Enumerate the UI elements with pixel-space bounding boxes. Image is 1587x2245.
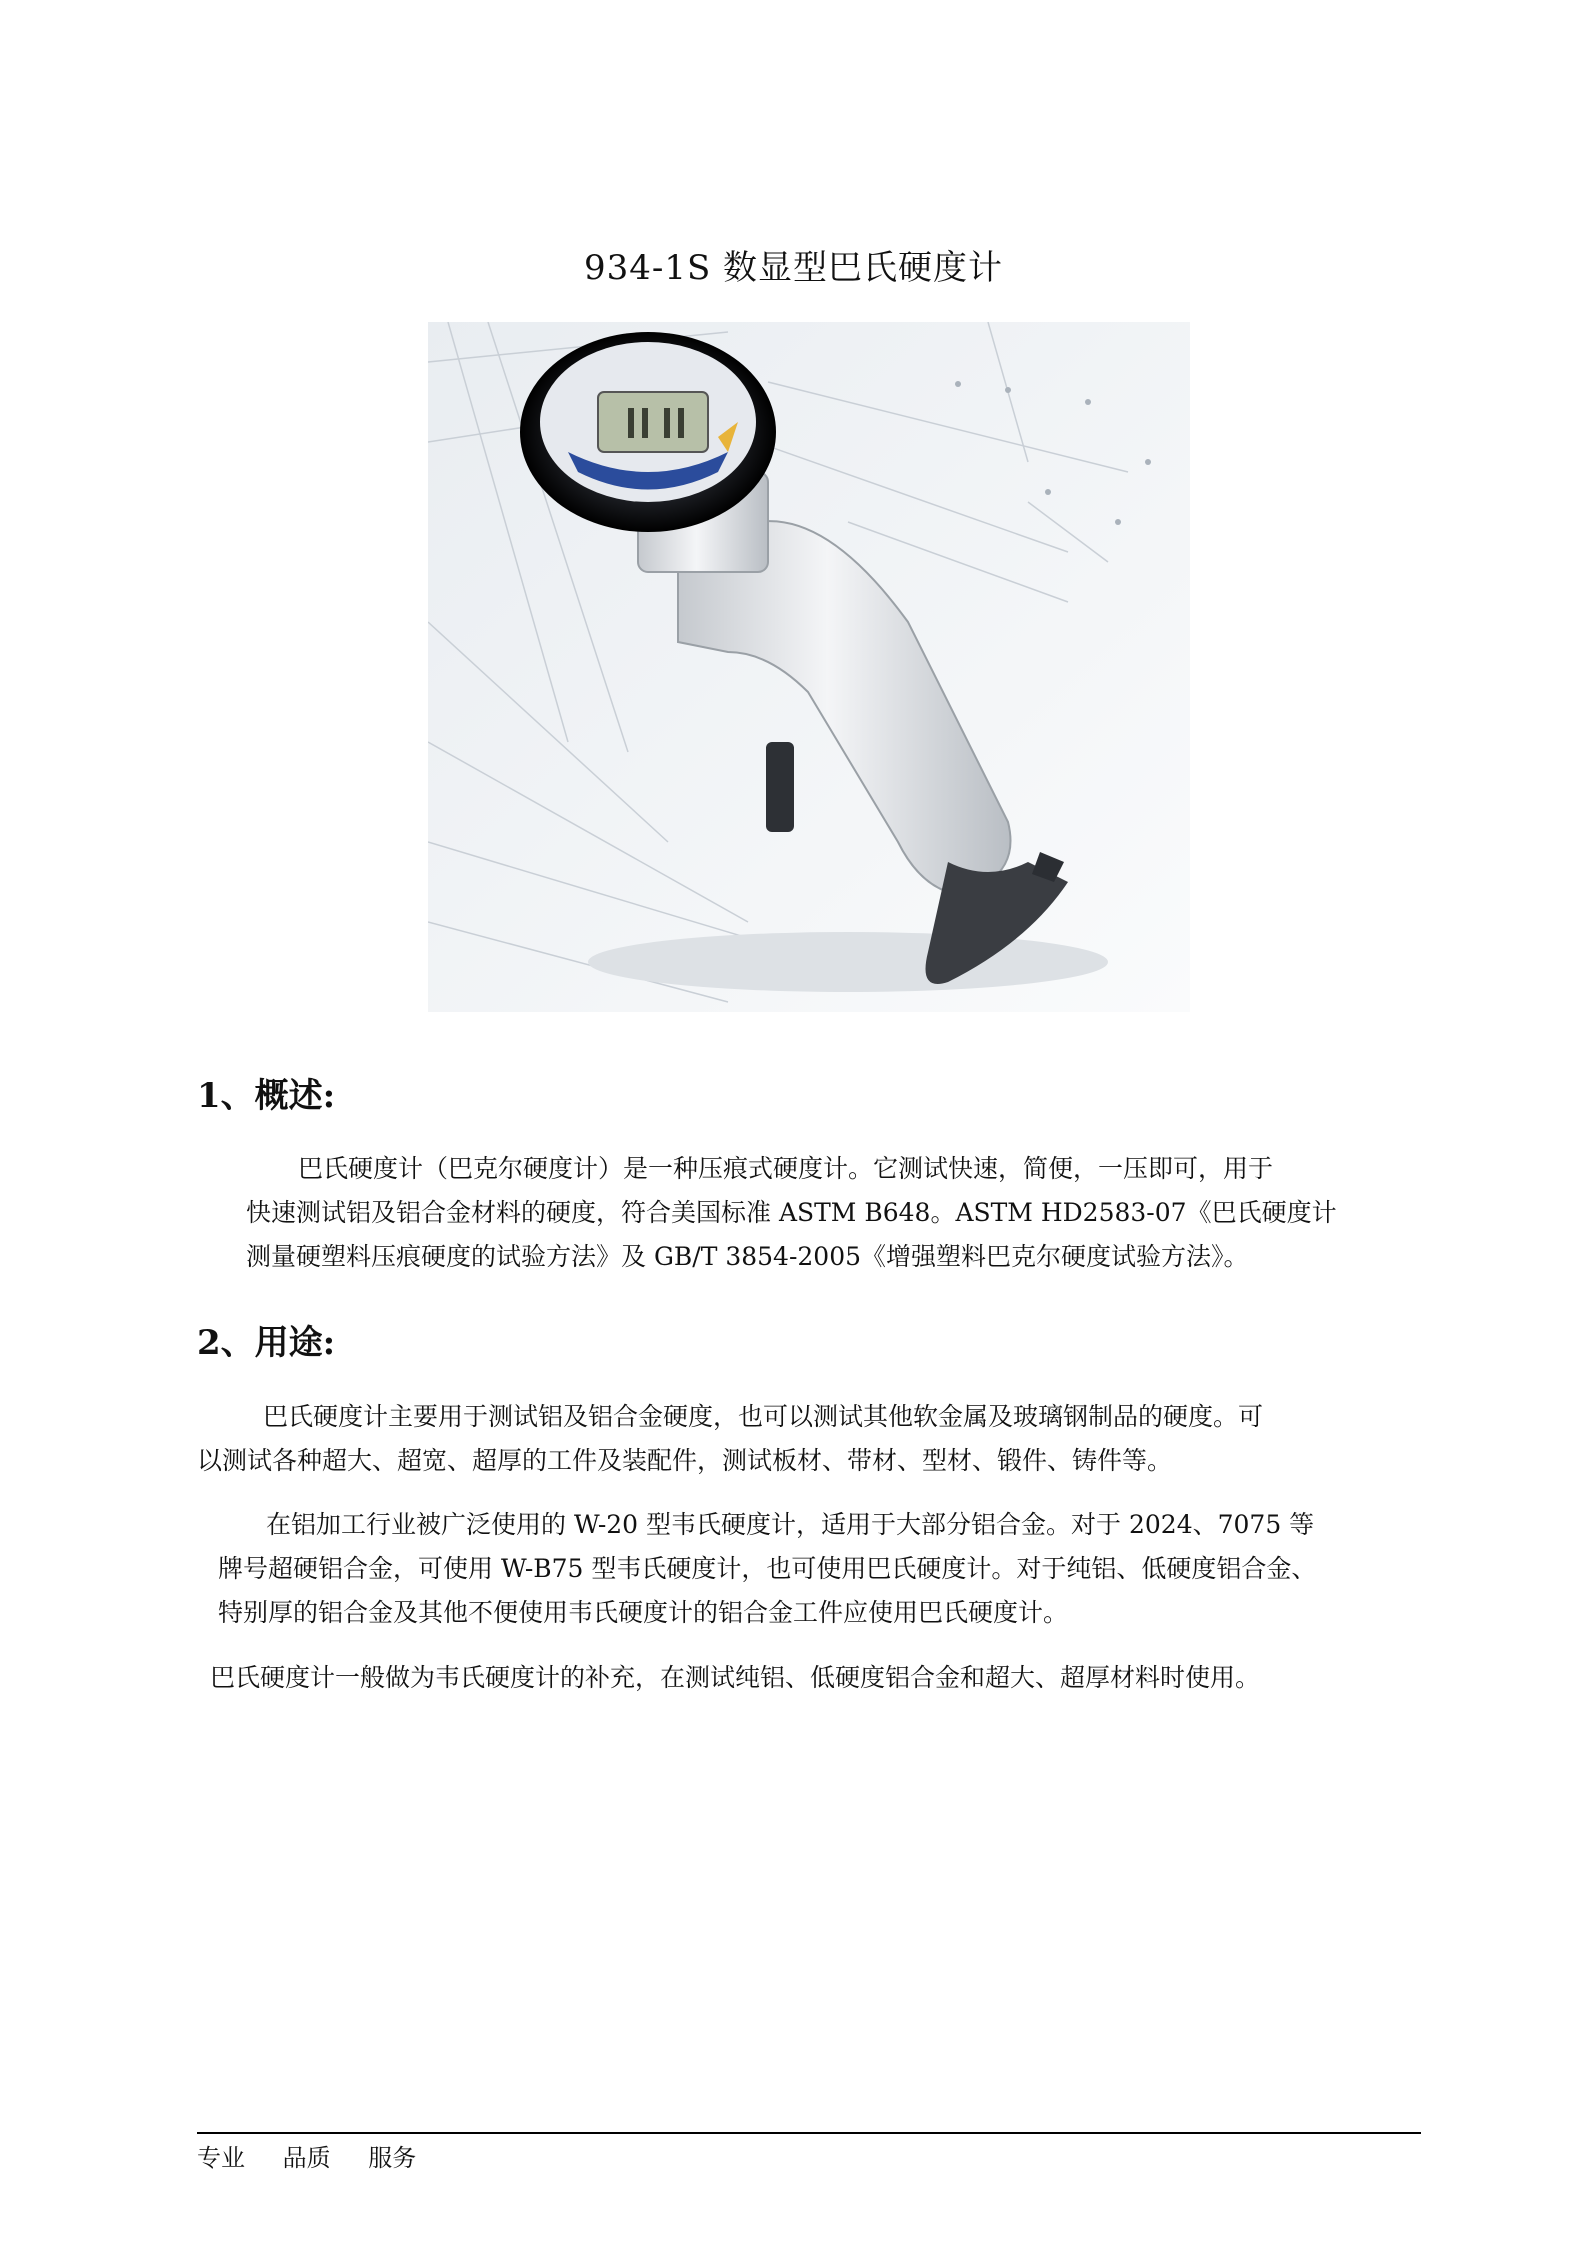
paragraph-line: 巴氏硬度计（巴克尔硬度计）是一种压痕式硬度计。它测试快速，简便，一压即可，用于 <box>298 1154 1274 1183</box>
paragraph-line: 以测试各种超大、超宽、超厚的工件及装配件，测试板材、带材、型材、锻件、铸件等。 <box>197 1446 1173 1475</box>
paragraph-line: 快速测试铝及铝合金材料的硬度，符合美国标准 ASTM B648。ASTM HD2583-07《巴氏硬度计 <box>246 1198 1337 1227</box>
section-heading-overview: 1、概述: <box>197 1076 336 1116</box>
footer-divider <box>197 2132 1421 2134</box>
usage-paragraph-2 <box>218 1503 1316 1635</box>
page-title: 934-1S 数显型巴氏硬度计 <box>583 248 1004 288</box>
paragraph-line: 巴氏硬度计主要用于测试铝及铝合金硬度，也可以测试其他软金属及玻璃钢制品的硬度。可 <box>263 1402 1264 1431</box>
hardness-tester-illustration <box>428 322 1190 1012</box>
paragraph-line: 在铝加工行业被广泛使用的 W-20 型韦氏硬度计，适用于大部分铝合金。对于 2024、7075 等 <box>266 1510 1315 1539</box>
usage-paragraph-3 <box>210 1656 1260 1700</box>
overview-paragraph <box>246 1147 1337 1279</box>
paragraph-line: 特别厚的铝合金及其他不便使用韦氏硬度计的铝合金工件应使用巴氏硬度计。 <box>218 1598 1069 1627</box>
section-heading-usage: 2、用途: <box>197 1323 336 1363</box>
paragraph-line: 测量硬塑料压痕硬度的试验方法》及 GB/T 3854-2005《增强塑料巴克尔硬度试验方法》。 <box>246 1242 1249 1271</box>
paragraph-line: 牌号超硬铝合金，可使用 W-B75 型韦氏硬度计，也可使用巴氏硬度计。对于纯铝、低硬度铝合金、 <box>218 1554 1317 1583</box>
product-photo <box>428 322 1190 1012</box>
footer-slogan: 专业 品质 服务 <box>197 2144 417 2172</box>
paragraph-line: 巴氏硬度计一般做为韦氏硬度计的补充，在测试纯铝、低硬度铝合金和超大、超厚材料时使用。 <box>210 1663 1261 1692</box>
usage-paragraph-1 <box>197 1395 1263 1483</box>
